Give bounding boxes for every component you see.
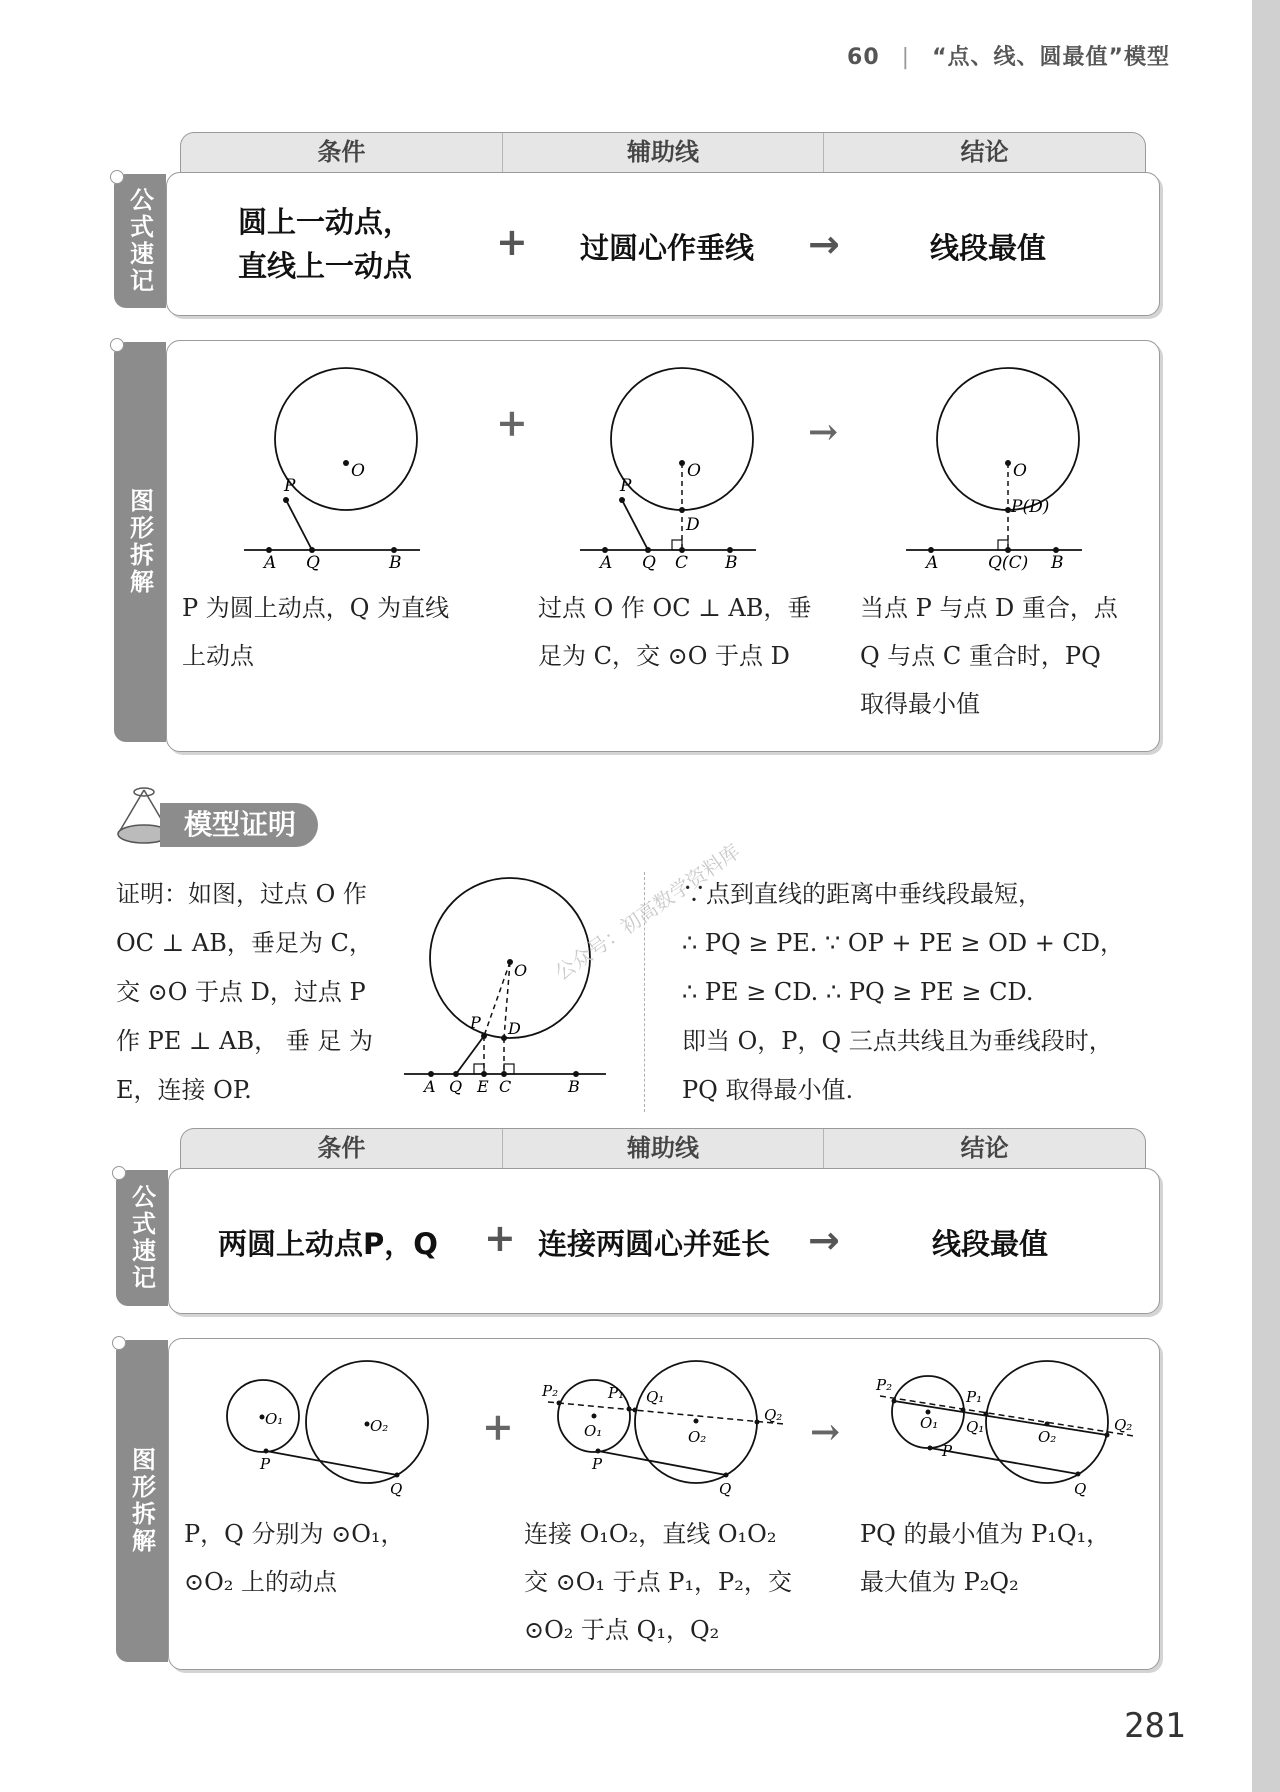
fig2-label-O: O <box>687 461 701 481</box>
caption-line: 连接 O₁O₂，直线 O₁O₂ <box>524 1520 777 1548</box>
figure-circle-line-1 <box>244 368 420 573</box>
fig2-label-B: B <box>725 553 738 573</box>
fig5-label-O2: O₂ <box>688 1428 707 1446</box>
proof-right-line: ∴ PE ≥ CD. ∴ PQ ≥ PE ≥ CD. <box>682 978 1034 1006</box>
fig2-label-C: C <box>675 553 689 573</box>
tab-conclusion: 结论 <box>960 1134 1009 1162</box>
fig5-label-P2: P₂ <box>542 1382 559 1400</box>
formula1-plus: + <box>496 220 528 264</box>
fig6-label-Q2: Q₂ <box>1114 1416 1133 1434</box>
proof-figure <box>396 868 616 1104</box>
figure-two-circles-2 <box>541 1361 784 1498</box>
formula2-plus: + <box>484 1216 516 1260</box>
proof-left-text <box>116 870 373 1115</box>
fig2-arrow-op: → <box>808 411 839 453</box>
diagram-figures-2 <box>168 1338 1158 1498</box>
proof-label-P: P <box>470 1013 481 1032</box>
proof-label-A: A <box>424 1077 436 1096</box>
formula2-arrow: → <box>808 1218 840 1262</box>
formula1-condition-line2: 直线上一动点 <box>238 249 413 283</box>
fig3-label-A: A <box>926 553 939 573</box>
fig1-plus-op: + <box>496 400 528 445</box>
proof-label-D: D <box>508 1019 521 1038</box>
formula-tabs-1 <box>180 132 1146 173</box>
fig2-label-A: A <box>600 553 613 573</box>
caption-line: P 为圆上动点，Q 为直线 <box>182 594 450 622</box>
side-label-formula-2: 公式速记 <box>116 1170 168 1306</box>
fig4-plus-op: + <box>482 1404 514 1449</box>
proof-label-Q: Q <box>449 1077 463 1096</box>
proof-label-E: E <box>477 1077 489 1096</box>
fig1-label-O: O <box>351 461 365 481</box>
figure-two-circles-3 <box>875 1361 1134 1498</box>
fig4-label-Q: Q <box>390 1480 403 1498</box>
header-page-number: 60 <box>847 45 880 70</box>
header-separator: | <box>901 45 911 70</box>
fig3-label-PD: P(D) <box>1011 497 1050 517</box>
proof-left-line: 证明：如图，过点 O 作 <box>116 880 367 908</box>
proof-label-B: B <box>568 1077 580 1096</box>
fig2-label-P: P <box>620 476 632 496</box>
watermark: 公众号：初高数学资料库 <box>550 839 745 985</box>
fig4-label-O2: O₂ <box>370 1417 389 1435</box>
formula2-conclusion: 线段最值 <box>932 1227 1049 1261</box>
fig3-label-O: O <box>1013 461 1027 481</box>
formula1-condition-line1: 圆上一动点， <box>238 205 413 239</box>
tab-auxiliary: 辅助线 <box>503 1129 825 1169</box>
caption-line: ⊙O₂ 上的动点 <box>184 1568 338 1596</box>
proof-banner: 模型证明 <box>160 803 318 847</box>
caption-line: P，Q 分别为 ⊙O₁， <box>184 1520 405 1548</box>
fig5-label-Q1: Q₁ <box>646 1388 665 1406</box>
header-title: “点、线、圆最值”模型 <box>932 45 1170 70</box>
fig1-label-B: B <box>389 553 402 573</box>
tab-auxiliary: 辅助线 <box>503 133 825 173</box>
fig6-label-P2: P₂ <box>876 1376 893 1394</box>
diagram1-caption-2 <box>538 584 811 680</box>
fig3-label-QC: Q(C) <box>988 553 1029 573</box>
fig1-label-A: A <box>264 553 277 573</box>
page-edge-shadow <box>1252 0 1280 1792</box>
proof-right-line: ∴ PQ ≥ PE. ∵ OP + PE ≥ OD + CD， <box>682 929 1125 957</box>
proof-left-line: OC ⊥ AB，垂足为 C， <box>116 929 373 957</box>
fig3-label-B: B <box>1051 553 1064 573</box>
side-label-formula-1: 公式速记 <box>114 174 166 308</box>
formula1-auxiliary: 过圆心作垂线 <box>580 231 755 265</box>
figure-circle-line-2 <box>580 368 756 573</box>
footer-page-number: 281 <box>1124 1706 1186 1746</box>
side-label-diagram-1: 图形拆解 <box>114 342 166 742</box>
proof-divider <box>644 872 645 1112</box>
figure-circle-line-3 <box>906 368 1082 573</box>
fig2-label-D: D <box>686 515 700 535</box>
caption-line: 足为 C，交 ⊙O 于点 D <box>538 642 790 670</box>
proof-right-line: PQ 取得最小值. <box>682 1076 854 1104</box>
tab-conclusion: 结论 <box>960 138 1009 166</box>
proof-left-line: E，连接 OP. <box>116 1076 252 1104</box>
proof-right-line: 即当 O，P，Q 三点共线且为垂线段时， <box>682 1027 1113 1055</box>
fig6-label-O1: O₁ <box>920 1414 939 1432</box>
proof-label-O: O <box>514 961 528 980</box>
fig1-label-P: P <box>284 476 296 496</box>
caption-line: 取得最小值 <box>860 690 980 718</box>
formula2-auxiliary: 连接两圆心并延长 <box>538 1227 771 1261</box>
caption-line: PQ 的最小值为 P₁Q₁， <box>860 1520 1111 1548</box>
proof-right-line: ∵点到直线的距离中垂线段最短， <box>682 880 1042 908</box>
formula-tabs-2 <box>180 1128 1146 1169</box>
page-header <box>847 40 1170 71</box>
fig2-label-Q: Q <box>642 553 656 573</box>
caption-line: 上动点 <box>182 642 254 670</box>
proof-right-text <box>682 870 1124 1115</box>
caption-line: 交 ⊙O₁ 于点 P₁，P₂，交 <box>524 1568 792 1596</box>
caption-line: 最大值为 P₂Q₂ <box>860 1568 1019 1596</box>
proof-left-line: 交 ⊙O 于点 D，过点 P <box>116 978 366 1006</box>
fig6-label-P1: P₁ <box>966 1388 983 1406</box>
fig4-label-P: P <box>260 1455 271 1473</box>
diagram1-caption-1 <box>182 584 449 680</box>
fig6-label-Q: Q <box>1074 1480 1087 1498</box>
fig5-label-O1: O₁ <box>584 1422 603 1440</box>
caption-line: Q 与点 C 重合时，PQ <box>860 642 1101 670</box>
caption-line: 当点 P 与点 D 重合，点 <box>860 594 1118 622</box>
proof-left-line: 作 PE ⊥ AB， 垂 足 为 <box>116 1027 373 1055</box>
caption-line: ⊙O₂ 于点 Q₁，Q₂ <box>524 1616 720 1644</box>
formula1-arrow: → <box>808 222 840 266</box>
diagram2-caption-2 <box>524 1510 792 1654</box>
formula2-condition: 两圆上动点P，Q <box>218 1227 438 1261</box>
proof-label-C: C <box>499 1077 512 1096</box>
fig6-label-O2: O₂ <box>1038 1428 1057 1446</box>
caption-line: 过点 O 作 OC ⊥ AB，垂 <box>538 594 812 622</box>
fig5-label-P: P <box>592 1455 603 1473</box>
diagram1-caption-3 <box>860 584 1118 728</box>
tab-condition: 条件 <box>181 1129 503 1169</box>
fig6-label-P: P <box>942 1442 953 1460</box>
fig1-label-Q: Q <box>306 553 320 573</box>
fig5-label-Q2: Q₂ <box>764 1406 783 1424</box>
tab-condition: 条件 <box>181 133 503 173</box>
fig5-arrow-op: → <box>810 1411 841 1453</box>
formula1-conclusion: 线段最值 <box>930 231 1047 265</box>
fig5-label-P1: P₁ <box>608 1384 625 1402</box>
diagram2-caption-1 <box>184 1510 405 1606</box>
formula1-condition <box>238 200 412 288</box>
fig6-label-Q1: Q₁ <box>966 1418 985 1436</box>
fig4-label-O1: O₁ <box>265 1410 284 1428</box>
figure-two-circles-1 <box>227 1361 428 1498</box>
diagram2-caption-3 <box>860 1510 1110 1606</box>
side-label-diagram-2: 图形拆解 <box>116 1340 168 1662</box>
fig5-label-Q: Q <box>719 1480 732 1498</box>
